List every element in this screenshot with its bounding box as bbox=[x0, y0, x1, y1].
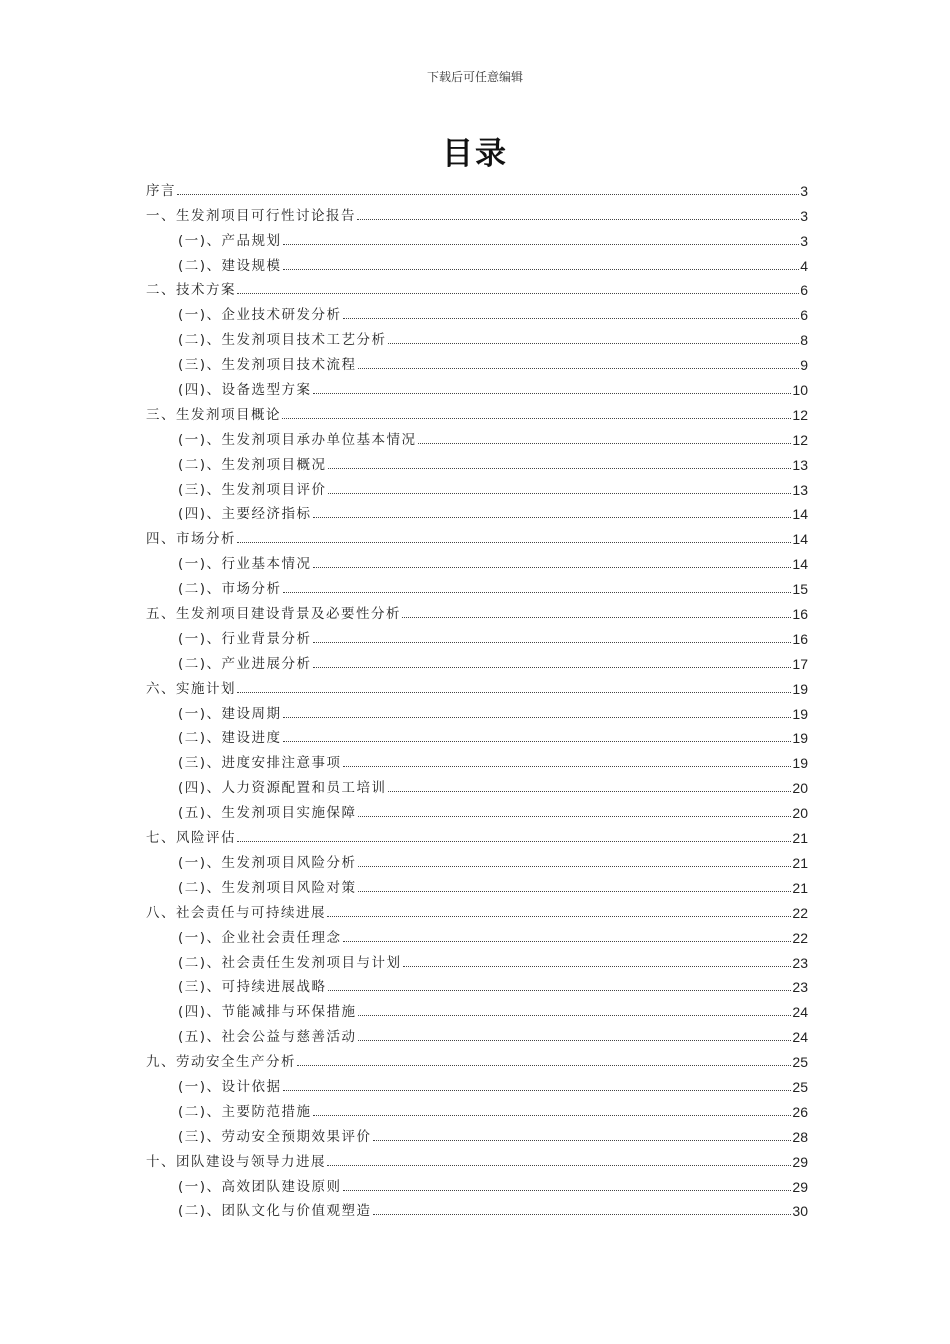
toc-entry-label[interactable]: (一)、建设周期 bbox=[178, 705, 282, 722]
toc-leader-dots bbox=[297, 1065, 791, 1066]
toc-entry-page[interactable]: 12 bbox=[792, 431, 808, 448]
toc-leader-dots bbox=[328, 468, 792, 469]
toc-entry-label[interactable]: 八、社会责任与可持续进展 bbox=[146, 904, 326, 921]
toc-entry[interactable] bbox=[146, 846, 808, 871]
toc-title: 目录 bbox=[442, 136, 508, 172]
toc-leader-dots bbox=[327, 916, 791, 917]
toc-leader-dots bbox=[328, 493, 792, 494]
toc-entry-label[interactable]: (二)、团队文化与价值观塑造 bbox=[178, 1203, 372, 1220]
toc-leader-dots bbox=[418, 443, 792, 444]
toc-leader-dots bbox=[373, 1140, 792, 1141]
toc-entry-page[interactable]: 23 bbox=[792, 954, 808, 971]
toc-entry-label[interactable]: (二)、产业进展分析 bbox=[178, 655, 312, 672]
toc-entry[interactable] bbox=[146, 348, 808, 373]
toc-leader-dots bbox=[313, 642, 792, 643]
toc-entry-page[interactable]: 29 bbox=[792, 1153, 808, 1170]
toc-entry-label[interactable]: (一)、设计依据 bbox=[178, 1078, 282, 1095]
toc-leader-dots bbox=[313, 1115, 792, 1116]
toc-entry-label[interactable]: (四)、节能减排与环保措施 bbox=[178, 1004, 357, 1021]
toc-entry[interactable] bbox=[146, 1070, 808, 1095]
toc-entry-page[interactable]: 21 bbox=[792, 879, 808, 896]
toc-leader-dots bbox=[313, 567, 792, 568]
toc-entry-label[interactable]: (二)、市场分析 bbox=[178, 581, 282, 598]
toc-leader-dots bbox=[388, 791, 792, 792]
toc-entry-page[interactable]: 13 bbox=[792, 481, 808, 498]
toc-entry-page[interactable]: 3 bbox=[800, 182, 808, 199]
toc-entry-label[interactable]: (一)、企业社会责任理念 bbox=[178, 929, 342, 946]
toc-leader-dots bbox=[313, 393, 792, 394]
toc-leader-dots bbox=[237, 293, 799, 294]
toc-entry-page[interactable]: 19 bbox=[792, 680, 808, 697]
toc-entry-label[interactable]: (五)、社会公益与慈善活动 bbox=[178, 1029, 357, 1046]
toc-entry[interactable] bbox=[146, 1045, 808, 1070]
toc-entry-page[interactable]: 24 bbox=[792, 1029, 808, 1046]
toc-entry-label[interactable]: (三)、可持续进展战略 bbox=[178, 979, 327, 996]
toc-entry-label[interactable]: 四、市场分析 bbox=[146, 531, 236, 548]
toc-leader-dots bbox=[403, 966, 792, 967]
toc-entry-page[interactable]: 19 bbox=[792, 730, 808, 747]
toc-entry-label[interactable]: 五、生发剂项目建设背景及必要性分析 bbox=[146, 606, 401, 623]
toc-leader-dots bbox=[358, 891, 792, 892]
toc-entry[interactable] bbox=[146, 522, 808, 547]
toc-entry[interactable] bbox=[146, 224, 808, 249]
toc-entry[interactable] bbox=[146, 921, 808, 946]
toc-entry-page[interactable]: 20 bbox=[792, 780, 808, 797]
toc-entry-label[interactable]: 十、团队建设与领导力进展 bbox=[146, 1153, 326, 1170]
toc-entry-label[interactable]: (二)、生发剂项目技术工艺分析 bbox=[178, 332, 387, 349]
toc-entry[interactable] bbox=[146, 547, 808, 572]
toc-entry[interactable] bbox=[146, 199, 808, 224]
toc-entry[interactable] bbox=[146, 821, 808, 846]
toc-leader-dots bbox=[358, 1015, 792, 1016]
toc-entry[interactable] bbox=[146, 498, 808, 523]
toc-entry-label[interactable]: (四)、人力资源配置和员工培训 bbox=[178, 780, 387, 797]
toc-leader-dots bbox=[373, 1214, 792, 1215]
toc-entry[interactable] bbox=[146, 298, 808, 323]
toc-entry-page[interactable]: 8 bbox=[800, 332, 808, 349]
toc-leader-dots bbox=[358, 368, 800, 369]
toc-leader-dots bbox=[388, 343, 800, 344]
toc-leader-dots bbox=[283, 717, 792, 718]
table-of-contents bbox=[146, 174, 808, 1219]
toc-entry-page[interactable]: 16 bbox=[792, 606, 808, 623]
toc-leader-dots bbox=[237, 841, 791, 842]
toc-entry[interactable] bbox=[146, 448, 808, 473]
toc-entry-label[interactable]: (三)、生发剂项目技术流程 bbox=[178, 357, 357, 374]
toc-entry-page[interactable]: 23 bbox=[792, 979, 808, 996]
toc-entry-label[interactable]: (二)、社会责任生发剂项目与计划 bbox=[178, 954, 402, 971]
toc-entry-page[interactable]: 21 bbox=[792, 854, 808, 871]
toc-entry-label[interactable]: 序言 bbox=[146, 182, 176, 199]
toc-entry[interactable] bbox=[146, 398, 808, 423]
toc-leader-dots bbox=[343, 766, 792, 767]
toc-entry-label[interactable]: (一)、行业背景分析 bbox=[178, 630, 312, 647]
toc-entry-label[interactable]: (二)、生发剂项目风险对策 bbox=[178, 879, 357, 896]
toc-entry-page[interactable]: 13 bbox=[792, 456, 808, 473]
toc-entry-page[interactable]: 28 bbox=[792, 1128, 808, 1145]
toc-entry-page[interactable]: 21 bbox=[792, 830, 808, 847]
toc-entry[interactable] bbox=[146, 1145, 808, 1170]
toc-entry-page[interactable]: 14 bbox=[792, 531, 808, 548]
toc-leader-dots bbox=[283, 741, 792, 742]
toc-entry[interactable] bbox=[146, 274, 808, 299]
toc-leader-dots bbox=[237, 542, 791, 543]
toc-leader-dots bbox=[402, 617, 791, 618]
toc-entry-label[interactable]: (二)、建设规模 bbox=[178, 257, 282, 274]
toc-entry-page[interactable]: 10 bbox=[792, 382, 808, 399]
toc-entry-page[interactable]: 12 bbox=[792, 406, 808, 423]
toc-entry-label[interactable]: (三)、生发剂项目评价 bbox=[178, 481, 327, 498]
toc-entry[interactable] bbox=[146, 473, 808, 498]
toc-entry-label[interactable]: (五)、生发剂项目实施保障 bbox=[178, 805, 357, 822]
toc-entry-page[interactable]: 22 bbox=[792, 904, 808, 921]
toc-entry[interactable] bbox=[146, 697, 808, 722]
toc-entry[interactable] bbox=[146, 1095, 808, 1120]
toc-leader-dots bbox=[358, 816, 792, 817]
toc-entry-page[interactable]: 6 bbox=[800, 307, 808, 324]
toc-entry-page[interactable]: 16 bbox=[792, 630, 808, 647]
toc-entry-page[interactable]: 15 bbox=[792, 581, 808, 598]
toc-entry[interactable] bbox=[146, 572, 808, 597]
toc-leader-dots bbox=[327, 1165, 791, 1166]
toc-entry-page[interactable]: 25 bbox=[792, 1078, 808, 1095]
toc-entry[interactable] bbox=[146, 672, 808, 697]
toc-entry-page[interactable]: 22 bbox=[792, 929, 808, 946]
toc-entry-page[interactable]: 3 bbox=[800, 207, 808, 224]
toc-entry[interactable] bbox=[146, 971, 808, 996]
toc-entry[interactable] bbox=[146, 796, 808, 821]
toc-entry[interactable] bbox=[146, 423, 808, 448]
toc-entry-label[interactable]: (四)、主要经济指标 bbox=[178, 506, 312, 523]
toc-entry-page[interactable]: 14 bbox=[792, 556, 808, 573]
toc-leader-dots bbox=[343, 941, 792, 942]
toc-entry-label[interactable]: (一)、行业基本情况 bbox=[178, 556, 312, 573]
toc-leader-dots bbox=[328, 990, 792, 991]
toc-leader-dots bbox=[283, 269, 800, 270]
toc-entry-page[interactable]: 30 bbox=[792, 1203, 808, 1220]
toc-entry[interactable] bbox=[146, 174, 808, 199]
toc-leader-dots bbox=[357, 219, 799, 220]
toc-entry-label[interactable]: (一)、高效团队建设原则 bbox=[178, 1178, 342, 1195]
toc-entry-label[interactable]: 九、劳动安全生产分析 bbox=[146, 1054, 296, 1071]
toc-entry-page[interactable]: 3 bbox=[800, 232, 808, 249]
toc-leader-dots bbox=[283, 244, 800, 245]
toc-entry[interactable] bbox=[146, 647, 808, 672]
toc-leader-dots bbox=[177, 194, 799, 195]
toc-entry[interactable] bbox=[146, 597, 808, 622]
toc-leader-dots bbox=[343, 1190, 792, 1191]
toc-entry-label[interactable]: (三)、进度安排注意事项 bbox=[178, 755, 342, 772]
toc-entry-page[interactable]: 9 bbox=[800, 357, 808, 374]
toc-entry-label[interactable]: 二、技术方案 bbox=[146, 282, 236, 299]
toc-entry[interactable] bbox=[146, 771, 808, 796]
toc-entry[interactable] bbox=[146, 746, 808, 771]
toc-entry-page[interactable]: 6 bbox=[800, 282, 808, 299]
toc-entry-label[interactable]: (一)、生发剂项目风险分析 bbox=[178, 854, 357, 871]
toc-entry-label[interactable]: (二)、建设进度 bbox=[178, 730, 282, 747]
toc-entry[interactable] bbox=[146, 1020, 808, 1045]
toc-entry[interactable] bbox=[146, 249, 808, 274]
toc-entry[interactable] bbox=[146, 1170, 808, 1195]
toc-entry-label[interactable]: (二)、生发剂项目概况 bbox=[178, 456, 327, 473]
toc-entry-label[interactable]: (一)、企业技术研发分析 bbox=[178, 307, 342, 324]
toc-entry[interactable] bbox=[146, 896, 808, 921]
toc-entry-label[interactable]: (一)、产品规划 bbox=[178, 232, 282, 249]
toc-entry-label[interactable]: (三)、劳动安全预期效果评价 bbox=[178, 1128, 372, 1145]
toc-entry-page[interactable]: 4 bbox=[800, 257, 808, 274]
toc-leader-dots bbox=[237, 692, 791, 693]
toc-entry[interactable] bbox=[146, 1195, 808, 1220]
toc-entry[interactable] bbox=[146, 722, 808, 747]
toc-leader-dots bbox=[282, 418, 791, 419]
toc-entry-label[interactable]: 七、风险评估 bbox=[146, 830, 236, 847]
toc-entry-page[interactable]: 29 bbox=[792, 1178, 808, 1195]
toc-entry[interactable] bbox=[146, 622, 808, 647]
toc-entry[interactable] bbox=[146, 1120, 808, 1145]
toc-entry-label[interactable]: (一)、生发剂项目承办单位基本情况 bbox=[178, 431, 417, 448]
toc-entry-page[interactable]: 25 bbox=[792, 1054, 808, 1071]
toc-entry-page[interactable]: 14 bbox=[792, 506, 808, 523]
toc-entry-label[interactable]: 一、生发剂项目可行性讨论报告 bbox=[146, 207, 356, 224]
toc-entry-label[interactable]: 三、生发剂项目概论 bbox=[146, 406, 281, 423]
toc-leader-dots bbox=[343, 318, 800, 319]
toc-entry-page[interactable]: 26 bbox=[792, 1103, 808, 1120]
toc-leader-dots bbox=[358, 866, 792, 867]
header-note: 下载后可任意编辑 bbox=[426, 70, 523, 84]
toc-entry-page[interactable]: 24 bbox=[792, 1004, 808, 1021]
toc-entry-page[interactable]: 19 bbox=[792, 755, 808, 772]
toc-entry[interactable] bbox=[146, 373, 808, 398]
toc-leader-dots bbox=[358, 1040, 792, 1041]
toc-entry[interactable] bbox=[146, 323, 808, 348]
toc-entry-label[interactable]: 六、实施计划 bbox=[146, 680, 236, 697]
toc-leader-dots bbox=[313, 667, 792, 668]
toc-entry[interactable] bbox=[146, 946, 808, 971]
toc-leader-dots bbox=[283, 1090, 792, 1091]
toc-entry-page[interactable]: 20 bbox=[792, 805, 808, 822]
toc-leader-dots bbox=[313, 517, 792, 518]
toc-entry[interactable] bbox=[146, 995, 808, 1020]
toc-entry-page[interactable]: 19 bbox=[792, 705, 808, 722]
toc-entry[interactable] bbox=[146, 871, 808, 896]
toc-entry-label[interactable]: (四)、设备选型方案 bbox=[178, 382, 312, 399]
toc-entry-page[interactable]: 17 bbox=[792, 655, 808, 672]
toc-entry-label[interactable]: (二)、主要防范措施 bbox=[178, 1103, 312, 1120]
toc-leader-dots bbox=[283, 592, 792, 593]
